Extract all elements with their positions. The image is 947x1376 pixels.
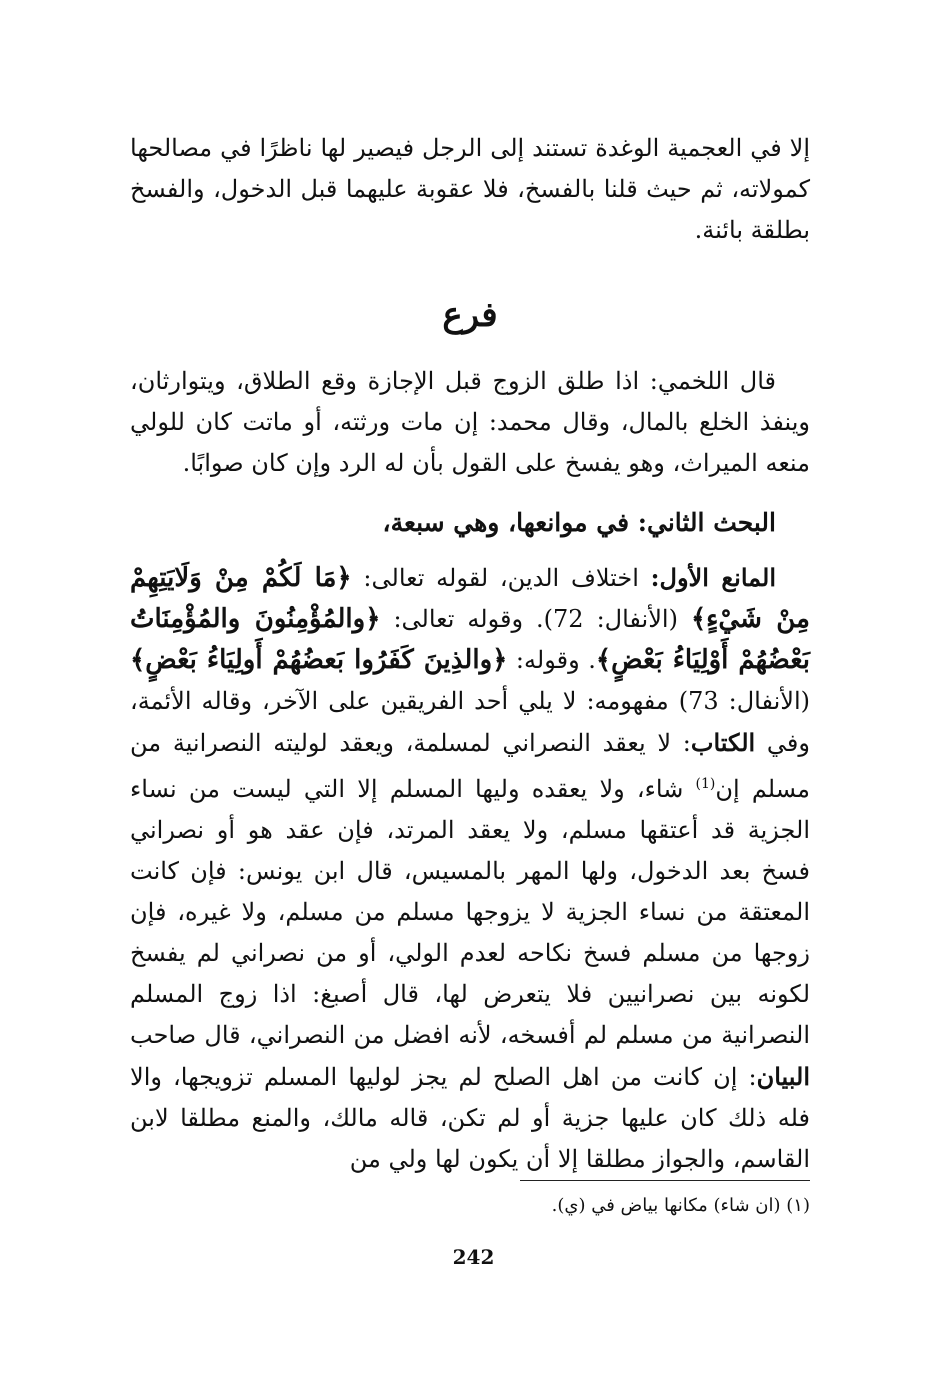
text-run: : لا يعقد النصراني لمسلمة، ويعقد لوليته النصرانية من مسلم إن [130,729,811,803]
book-reference: البيان [756,1062,810,1091]
page-body [130,128,810,1180]
book-reference: الكتاب [690,728,756,757]
page-number: 242 [452,1245,495,1269]
quran-verse: ﴿والمُؤْمِنُونَ والمُؤْمِنَاتُ بَعْضُهُمْ أَوْلِيَاءُ بَعْضٍ﴾ [130,604,810,675]
text-run: (الأنفال: 73) مفهومه: لا يلي أحد الفريقين على الآخر، وقاله الأئمة، وفي [130,687,810,757]
paragraph-first-impediment [130,557,810,1180]
footnote-divider [520,1180,810,1181]
section-heading-far: فرع [442,295,498,335]
paragraph-lakhmi: قال اللخمي: اذا طلق الزوج قبل الإجازة وقع الطلاق، ويتوارثان، وينفذ الخلع بالمال، وقال محمد: إن مات ورثته، أو ماتت كان للولي منعه الميراث، وهو يفسخ على القول بأن له الرد وإن كان صوابًا. [130,367,810,477]
text-run: : إن كانت من اهل الصلح لم يجز لوليها المسلم تزويجها، والا فله ذلك كان عليها جزية أو لم تكن، قاله مالك، والمنع مطلقا لابن القاسم، والجواز مطلقا إلا أن يكون لها ولي من [130,1063,810,1173]
quran-verse: ﴿مَا لَكُمْ مِنْ وَلَايَتِهِمْ مِنْ شَيْءٍ﴾ [130,563,810,634]
footnote: (١) (ان شاء) مكانها بياض في (ي). [551,1195,810,1216]
section-title-mawani: البحث الثاني: في موانعها، وهي سبعة، [382,508,776,537]
text-run: (الأنفال: 72). وقوله تعالى: [380,605,691,633]
footnote-marker: (1) [695,776,716,792]
paragraph-continuation: إلا في العجمية الوغدة تستند إلى الرجل فيصير لها ناظرًا في مصالحها كمولاته، ثم حيث قلنا بالفسخ، فلا عقوبة عليهما قبل الدخول، والفسخ بطلقة بائنة. [130,134,810,244]
text-run: اختلاف الدين، لقوله تعالى: [351,564,651,592]
quran-verse: ﴿والذِينَ كَفَرُوا بَعضُهُمْ أَولِيَاءُ بَعْضٍ﴾ [130,645,508,675]
text-run: . وقوله: [507,646,596,674]
impediment-label: المانع الأول: [650,563,776,592]
text-run: شاء، ولا يعقده وليها المسلم إلا التي ليست من نساء الجزية قد أعتقها مسلم، ولا يعقد المرتد، فإن عقد هو أو نصراني فسخ بعد الدخول، ولها المهر بالمسيس، قال ابن يونس: فإن كانت المعتقة من نساء الجزية لا يزوجها مسلم من مسلم، ولا غيره، فإن زوجها من مسلم فسخ نكاحه لعدم الولي، أو من نصراني لم يفسخ لكونه بين نصرانيين فلا يتعرض لها، قال أصبغ: اذا زوج المسلم النصرانية من مسلم لم أفسخه، لأنه افضل من النصراني، قال صاحب [130,775,811,1049]
